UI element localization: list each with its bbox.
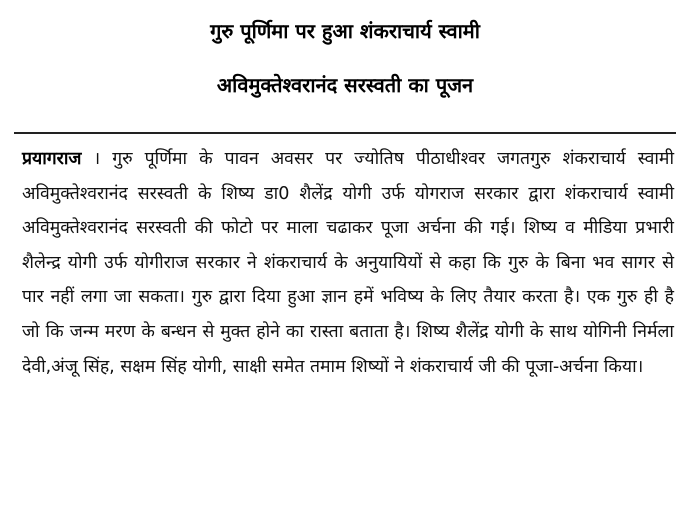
headline-divider <box>14 132 676 134</box>
headline-line-1: गुरु पूर्णिमा पर हुआ शंकराचार्य स्वामी <box>210 19 480 43</box>
headline <box>0 4 690 112</box>
headline-line-2: अविमुक्तेश्वरानंद सरस्वती का पूजन <box>216 73 474 97</box>
article-body-text: । गुरु पूर्णिमा के पावन अवसर पर ज्योतिष पीठाधीश्वर जगतगुरु शंकराचार्य स्वामी अविमुक्तेश्वरानंद सरस्वती के शिष्य डा0 शैलेंद्र योगी उर्फ योगराज सरकार द्वारा शंकराचार्य स्वामी अविमुक्तेश्वरानंद सरस्वती की फोटो पर माला चढाकर पूजा अर्चना की गई। शिष्य व मीडिया प्रभारी शैलेन्द्र योगी उर्फ योगीराज सरकार ने शंकराचार्य के अनुयायियों से कहा कि गुरु के बिना भव सागर से पार नहीं लगा जा सकता। गुरु द्वारा दिया हुआ ज्ञान हमें भविष्य के लिए तैयार करता है। एक गुरु ही है जो कि जन्म मरण के बन्धन से मुक्त होने का रास्ता बताता है। शिष्य शैलेंद्र योगी के साथ योगिनी निर्मला देवी,अंजू सिंह, सक्षम सिंह योगी, साक्षी समेत तमाम शिष्यों ने शंकराचार्य जी की पूजा-अर्चना किया। <box>22 149 674 377</box>
article-body <box>22 142 674 384</box>
dateline: प्रयागराज <box>22 149 82 169</box>
